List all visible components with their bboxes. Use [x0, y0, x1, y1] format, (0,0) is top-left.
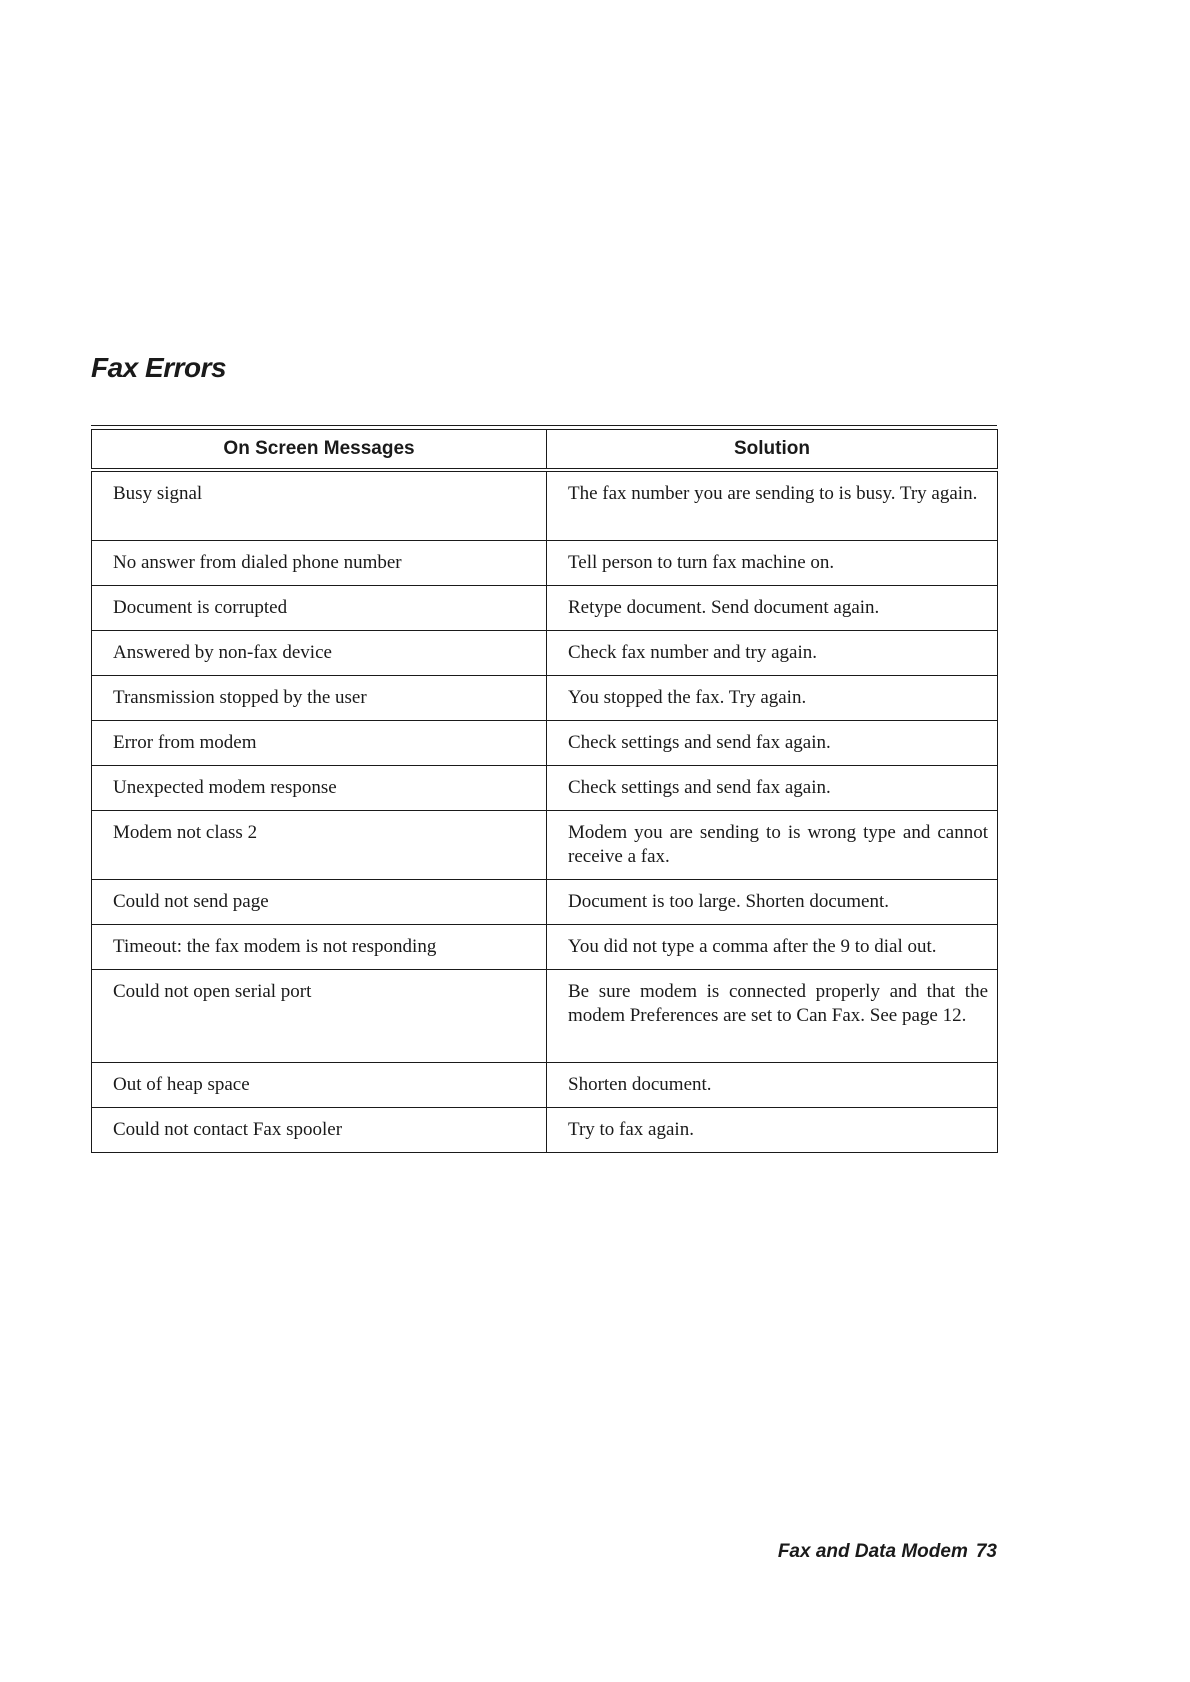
page-number: 73 [975, 1541, 997, 1562]
message-cell: Out of heap space [92, 1063, 547, 1108]
solution-cell: You did not type a comma after the 9 to dial out. [547, 925, 998, 970]
solution-cell: Check fax number and try again. [547, 631, 998, 676]
table-row [92, 586, 998, 631]
page-footer [778, 1541, 997, 1563]
solution-cell: Retype document. Send document again. [547, 586, 998, 631]
table-row [92, 721, 998, 766]
message-cell: Could not contact Fax spooler [92, 1108, 547, 1153]
page-title: Fax Errors [91, 352, 227, 383]
column-header-messages: On Screen Messages [92, 430, 547, 471]
table-row [92, 811, 998, 880]
message-cell: Busy signal [92, 470, 547, 541]
table-row [92, 1063, 998, 1108]
message-cell: Could not open serial port [92, 970, 547, 1063]
solution-cell: The fax number you are sending to is busy. Try again. [547, 470, 998, 541]
message-cell: No answer from dialed phone number [92, 541, 547, 586]
solution-cell: Be sure modem is connected properly and that the modem Preferences are set to Can Fax. See page 12. [547, 970, 998, 1063]
table-row [92, 470, 998, 541]
table-row [92, 880, 998, 925]
solution-cell: Modem you are sending to is wrong type and cannot receive a fax. [547, 811, 998, 880]
solution-cell: Check settings and send fax again. [547, 721, 998, 766]
table-row [92, 676, 998, 721]
table-row [92, 541, 998, 586]
message-cell: Modem not class 2 [92, 811, 547, 880]
table-header-row [92, 430, 998, 471]
table-row [92, 631, 998, 676]
table-row [92, 970, 998, 1063]
message-cell: Could not send page [92, 880, 547, 925]
table-row [92, 1108, 998, 1153]
solution-cell: You stopped the fax. Try again. [547, 676, 998, 721]
table-row [92, 766, 998, 811]
message-cell: Timeout: the fax modem is not responding [92, 925, 547, 970]
message-cell: Transmission stopped by the user [92, 676, 547, 721]
fax-errors-table [91, 429, 998, 1153]
solution-cell: Check settings and send fax again. [547, 766, 998, 811]
table-row [92, 925, 998, 970]
message-cell: Answered by non-fax device [92, 631, 547, 676]
footer-title: Fax and Data Modem [777, 1541, 968, 1562]
solution-cell: Tell person to turn fax machine on. [547, 541, 998, 586]
column-header-solution: Solution [547, 430, 998, 471]
solution-cell: Shorten document. [547, 1063, 998, 1108]
solution-cell: Document is too large. Shorten document. [547, 880, 998, 925]
message-cell: Error from modem [92, 721, 547, 766]
fax-errors-table-container [91, 425, 997, 1153]
solution-cell: Try to fax again. [547, 1108, 998, 1153]
message-cell: Unexpected modem response [92, 766, 547, 811]
message-cell: Document is corrupted [92, 586, 547, 631]
